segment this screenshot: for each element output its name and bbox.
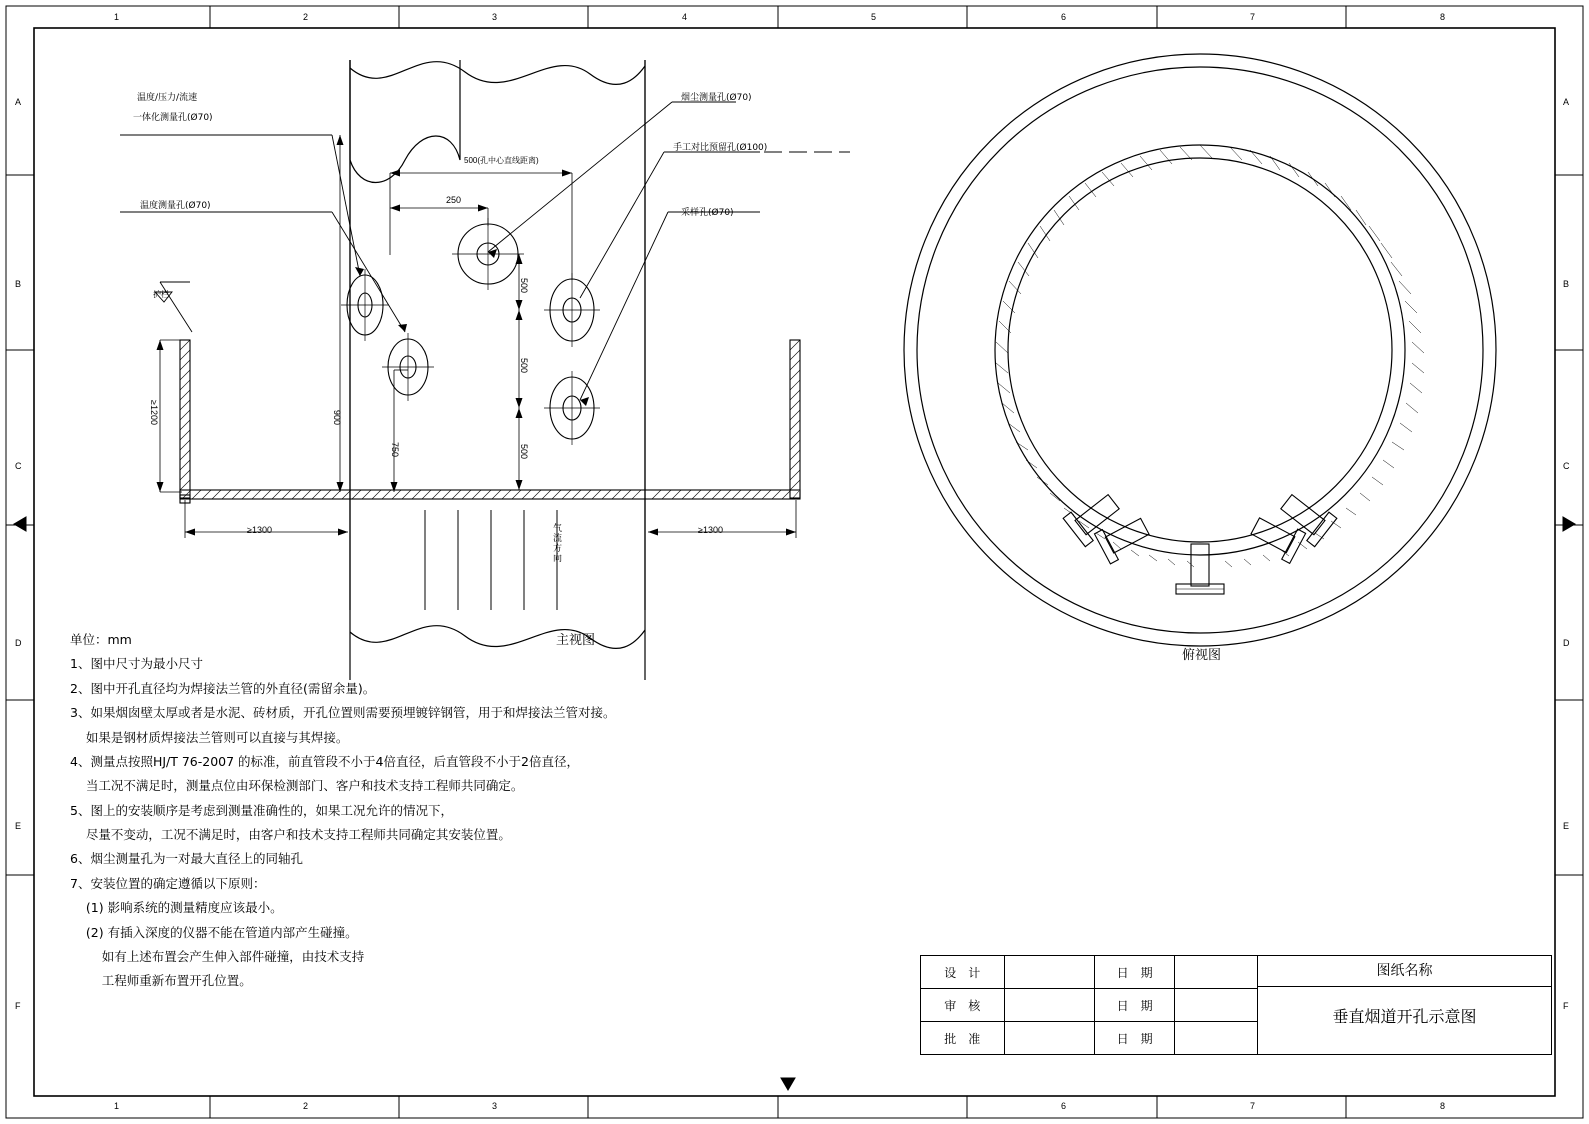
dim-500-center: 500(孔中心直线距离) <box>464 156 539 165</box>
frame-row-c-right: C <box>1563 461 1570 471</box>
frame-row-c: C <box>15 461 22 471</box>
frame-col-1: 1 <box>114 12 120 22</box>
label-flow-direction: 气流方向 <box>553 524 563 564</box>
title-block <box>920 955 1552 1055</box>
frame-row-a: A <box>15 97 22 107</box>
dim-1200: ≥1200 <box>149 400 160 425</box>
note-item-6: 6、烟尘测量孔为一对最大直径上的同轴孔 <box>70 851 303 867</box>
frame-row-e: E <box>15 821 22 831</box>
note-item-1: 1、图中尺寸为最小尺寸 <box>70 656 203 672</box>
note-item-4b: 当工况不满足时，测量点位由环保检测部门、客户和技术支持工程师共同确定。 <box>70 778 524 794</box>
note-item-7-2c: 工程师重新布置开孔位置。 <box>70 973 252 989</box>
dim-900: 900 <box>332 410 343 426</box>
dim-500-a: 500 <box>519 278 530 294</box>
label-sampling-hole: 采样孔(Ø70) <box>681 208 734 218</box>
design-date-value[interactable] <box>1175 956 1258 989</box>
design-date-label: 日 期 <box>1095 956 1175 989</box>
frame-row-e-right: E <box>1563 821 1570 831</box>
review-date-label: 日 期 <box>1095 989 1175 1022</box>
frame-row-b-right: B <box>1563 279 1570 289</box>
design-value[interactable] <box>1004 956 1095 989</box>
frame-col-5: 5 <box>871 12 877 22</box>
note-item-2: 2、图中开孔直径均为焊接法兰管的外直径(需留余量)。 <box>70 680 376 696</box>
frame-col-2-bottom: 2 <box>303 1101 309 1111</box>
frame-row-d: D <box>15 638 22 648</box>
dim-500-b: 500 <box>519 358 530 374</box>
dim-1300-right: ≥1300 <box>698 525 723 535</box>
approve-label: 批 准 <box>921 1022 1005 1055</box>
notes-block <box>70 628 710 994</box>
frame-row-b: B <box>15 279 22 289</box>
approve-date-value[interactable] <box>1175 1022 1258 1055</box>
design-label: 设 计 <box>921 956 1005 989</box>
frame-row-d-right: D <box>1563 638 1570 648</box>
label-manual-hole: 手工对比预留孔(Ø100) <box>673 143 768 153</box>
note-item-5: 5、图上的安装顺序是考虑到测量准确性的，如果工况允许的情况下， <box>70 802 453 818</box>
dim-250: 250 <box>446 195 462 205</box>
review-value[interactable] <box>1004 989 1095 1022</box>
label-temperature-hole: 温度测量孔(Ø70) <box>140 201 211 211</box>
label-temp-pressure-flow-line2: 一体化测量孔(Ø70) <box>133 113 213 123</box>
note-item-4: 4、测量点按照HJ/T 76-2007 的标准，前直管段不小于4倍直径，后直管段不小于2倍直径， <box>70 753 579 769</box>
label-temp-pressure-flow-line1: 温度/压力/流速 <box>137 93 198 103</box>
front-view-drawing <box>60 40 860 700</box>
approve-value[interactable] <box>1004 1022 1095 1055</box>
frame-col-6: 6 <box>1061 12 1067 22</box>
front-view-title: 主视图 <box>556 633 596 648</box>
drawing-name-value: 垂直烟道开孔示意图 <box>1332 1007 1477 1026</box>
review-date-value[interactable] <box>1175 989 1258 1022</box>
review-label: 审 核 <box>921 989 1005 1022</box>
drawing-name-cell <box>1257 956 1551 1055</box>
note-item-7: 7、安装位置的确定遵循以下原则： <box>70 875 266 891</box>
label-dust-hole: 烟尘测量孔(Ø70) <box>681 93 752 103</box>
frame-col-4: 4 <box>682 12 688 22</box>
frame-col-8-bottom: 8 <box>1440 1101 1446 1111</box>
note-item-7-1: (1) 影响系统的测量精度应该最小。 <box>70 900 283 916</box>
top-view-title: 俯视图 <box>1182 648 1222 663</box>
frame-col-1-bottom: 1 <box>114 1101 120 1111</box>
top-view-drawing <box>880 50 1520 670</box>
dim-500-c: 500 <box>519 444 530 460</box>
note-item-3b: 如果是钢材质焊接法兰管则可以直接与其焊接。 <box>70 729 349 745</box>
frame-col-3: 3 <box>492 12 498 22</box>
note-item-7-2b: 如有上述布置会产生伸入部件碰撞，由技术支持 <box>70 948 365 964</box>
frame-row-f-right: F <box>1563 1001 1569 1011</box>
note-item-7-2: (2) 有插入深度的仪器不能在管道内部产生碰撞。 <box>70 924 358 940</box>
note-item-5b: 尽量不变动，工况不满足时，由客户和技术支持工程师共同确定其安装位置。 <box>70 827 511 842</box>
label-railing: 护栏 <box>153 290 169 299</box>
frame-col-6-bottom: 6 <box>1061 1101 1067 1111</box>
frame-col-7: 7 <box>1250 12 1256 22</box>
drawing-name-label: 图纸名称 <box>1258 956 1551 987</box>
frame-col-3-bottom: 3 <box>492 1101 498 1111</box>
dim-1300-left: ≥1300 <box>247 525 272 535</box>
approve-date-label: 日 期 <box>1095 1022 1175 1055</box>
frame-row-a-right: A <box>1563 97 1570 107</box>
frame-row-f: F <box>15 1001 21 1011</box>
notes-unit: 单位：mm <box>70 632 132 647</box>
title-block-row <box>921 956 1552 989</box>
note-item-3: 3、如果烟囱壁太厚或者是水泥、砖材质，开孔位置则需要预埋镀锌钢管，用于和焊接法兰管对接。 <box>70 705 616 721</box>
frame-col-7-bottom: 7 <box>1250 1101 1256 1111</box>
frame-col-2: 2 <box>303 12 309 22</box>
frame-col-8: 8 <box>1440 12 1446 22</box>
dim-750: 750 <box>390 442 401 458</box>
